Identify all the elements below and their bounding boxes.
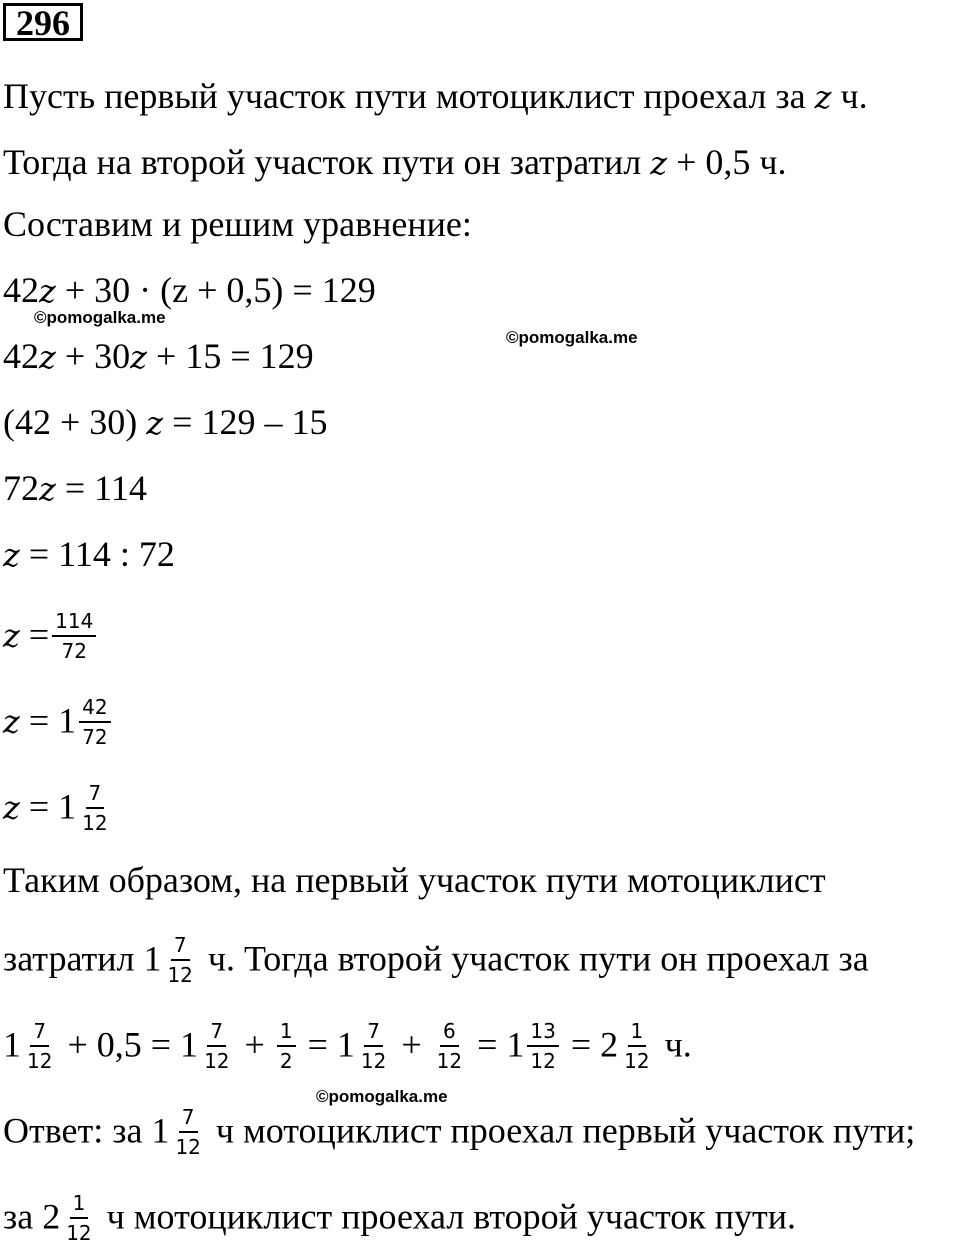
variable-z: z	[650, 144, 668, 182]
equation-4	[3, 468, 147, 509]
equation-1	[3, 270, 376, 311]
text: = 1	[19, 786, 77, 827]
text: ч мотоциклист проехал второй участок пути.	[97, 1196, 796, 1237]
equation-5	[3, 534, 175, 575]
numerator: 1	[628, 1020, 647, 1047]
text: 42	[3, 336, 39, 376]
denominator: 12	[167, 963, 193, 987]
numerator: 7	[179, 1106, 198, 1133]
numerator: 7	[171, 934, 190, 961]
sum-calculation	[3, 1019, 692, 1074]
text: = 1	[468, 1024, 525, 1065]
fraction	[277, 1020, 296, 1072]
text: = 114 : 72	[19, 534, 175, 574]
text: ч.	[655, 1024, 692, 1065]
answer-line-1	[3, 1105, 916, 1160]
variable-z: z	[130, 338, 148, 376]
text: ч. Тогда второй участок пути он проехал за	[198, 938, 869, 979]
watermark: ©pomogalka.me	[506, 328, 638, 347]
numerator: 13	[527, 1020, 558, 1047]
equation-8	[3, 781, 114, 836]
fraction	[434, 1020, 465, 1072]
denominator: 12	[27, 1049, 53, 1073]
text: =	[19, 614, 50, 655]
text: = 1	[19, 700, 77, 741]
numerator: 6	[440, 1020, 459, 1047]
text: 1	[3, 1024, 21, 1065]
numerator: 7	[364, 1020, 383, 1047]
equation-7	[3, 695, 114, 750]
variable-z: z	[39, 338, 56, 376]
intro-line-3: Составим и решим уравнение:	[3, 204, 472, 244]
fraction	[621, 1020, 652, 1072]
text: +	[392, 1024, 431, 1065]
text: за 2	[3, 1196, 61, 1237]
text: + 0,5 ч.	[667, 142, 787, 182]
fraction	[358, 1020, 389, 1072]
variable-z: z	[146, 404, 164, 442]
text: = 114	[55, 468, 147, 508]
numerator: 1	[277, 1020, 296, 1047]
text: ч мотоциклист проехал первый участок пути;	[206, 1110, 916, 1151]
text: 72	[3, 468, 39, 508]
denominator: 12	[82, 811, 108, 835]
equation-6	[3, 609, 99, 664]
watermark: ©pomogalka.me	[34, 308, 166, 327]
variable-z: z	[39, 272, 56, 310]
watermark: ©pomogalka.me	[316, 1087, 448, 1106]
fraction	[527, 1020, 558, 1072]
denominator: 12	[436, 1049, 463, 1073]
denominator: 12	[360, 1049, 387, 1073]
equation-3	[3, 402, 327, 443]
text: + 30 · (z + 0,5) = 129	[55, 270, 376, 310]
answer-line-2	[3, 1191, 796, 1246]
numerator: 114	[52, 610, 96, 637]
variable-z: z	[3, 702, 20, 741]
variable-z: z	[3, 788, 20, 827]
numerator: 42	[79, 696, 110, 723]
text: Ответ: за 1	[3, 1110, 170, 1151]
denominator: 72	[82, 725, 108, 749]
numerator: 7	[207, 1020, 226, 1047]
fraction	[79, 696, 110, 748]
text: = 2	[561, 1024, 619, 1065]
text: = 1	[298, 1024, 355, 1065]
text: затратил 1	[3, 938, 162, 979]
denominator: 12	[66, 1221, 92, 1245]
denominator: 2	[279, 1049, 293, 1073]
numerator: 7	[30, 1020, 49, 1047]
fraction	[63, 1192, 94, 1244]
text: + 30	[55, 336, 131, 376]
denominator: 72	[61, 639, 87, 663]
variable-z: z	[814, 78, 832, 116]
denominator: 12	[624, 1049, 650, 1073]
conclusion-line-2	[3, 933, 869, 988]
variable-z: z	[39, 470, 56, 508]
denominator: 12	[175, 1135, 201, 1159]
conclusion-line-1: Таким образом, на первый участок пути мотоциклист	[3, 860, 826, 900]
denominator: 12	[204, 1049, 230, 1073]
numerator: 7	[86, 782, 105, 809]
fraction	[24, 1020, 55, 1072]
text: + 0,5 = 1	[58, 1024, 199, 1065]
fraction	[164, 934, 195, 986]
text: Тогда на второй участок пути он затратил	[3, 142, 651, 182]
text: 42	[3, 270, 39, 310]
variable-z: z	[3, 616, 20, 655]
fraction	[52, 610, 96, 662]
fraction	[201, 1020, 232, 1072]
text: = 129 – 15	[163, 402, 328, 442]
text: +	[235, 1024, 274, 1065]
intro-line-1	[3, 76, 868, 117]
text: ч.	[831, 76, 868, 116]
problem-number: 296	[3, 3, 83, 41]
intro-line-2	[3, 142, 787, 183]
equation-2	[3, 336, 314, 377]
denominator: 12	[530, 1049, 556, 1073]
numerator: 1	[70, 1192, 89, 1219]
text: Пусть первый участок пути мотоциклист проехал за	[3, 76, 815, 116]
text: (42 + 30)	[3, 402, 147, 442]
fraction	[172, 1106, 203, 1158]
text: + 15 = 129	[147, 336, 314, 376]
fraction	[79, 782, 110, 834]
variable-z: z	[3, 536, 20, 574]
